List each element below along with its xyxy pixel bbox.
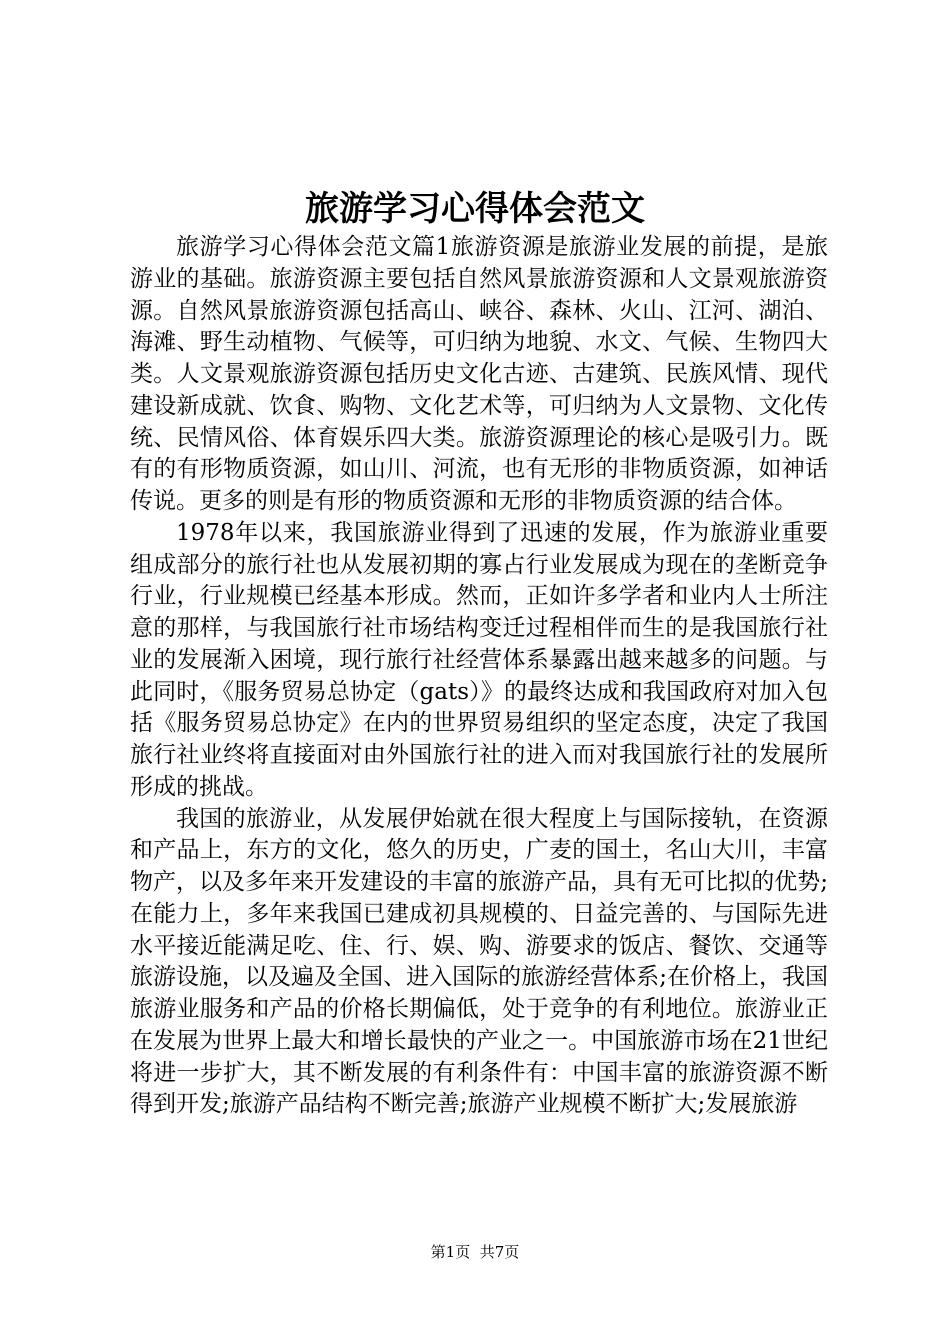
page-total: 共7页 bbox=[479, 1243, 520, 1261]
page-footer bbox=[0, 1242, 950, 1262]
paragraph-1: 旅游学习心得体会范文篇1旅游资源是旅游业发展的前提，是旅游业的基础。旅游资源主要包括自然风景旅游资源和人文景观旅游资源。自然风景旅游资源包括高山、峡谷、森林、火山、江河、湖泊、海滩、野生动植物、气候等，可归纳为地貌、水文、气候、生物四大类。人文景观旅游资源包括历史文化古迹、古建筑、民族风情、现代建设新成就、饮食、购物、文化艺术等，可归纳为人文景物、文化传统、民情风俗、体育娱乐四大类。旅游资源理论的核心是吸引力。既有的有形物质资源，如山川、河流，也有无形的非物质资源，如神话传说。更多的则是有形的物质资源和无形的非物质资源的结合体。 bbox=[130, 234, 828, 514]
document-body bbox=[130, 232, 828, 1121]
paragraph-3: 我国的旅游业，从发展伊始就在很大程度上与国际接轨，在资源和产品上，东方的文化，悠久的历史，广麦的国土，名山大川，丰富物产，以及多年来开发建设的丰富的旅游产品，具有无可比拟的优势;在能力上，多年来我国已建成初具规模的、日益完善的、与国际先进水平接近能满足吃、住、行、娱、购、游要求的饭店、餐饮、交通等旅游设施，以及遍及全国、进入国际的旅游经营体系;在价格上，我国旅游业服务和产品的价格长期偏低，处于竞争的有利地位。旅游业正在发展为世界上最大和增长最快的产业之一。中国旅游市场在21世纪将进一步扩大，其不断发展的有利条件有：中国丰富的旅游资源不断得到开发;旅游产品结构不断完善;旅游产业规模不断扩大;发展旅游 bbox=[130, 805, 828, 1118]
paragraph-2: 1978年以来，我国旅游业得到了迅速的发展，作为旅游业重要组成部分的旅行社也从发展初期的寡占行业发展成为现在的垄断竞争行业，行业规模已经基本形成。然而，正如许多学者和业内人士所注意的那样，与我国旅行社市场结构变迁过程相伴而生的是我国旅行社业的发展渐入困境，现行旅行社经营体系暴露出越来越多的问题。与此同时，《服务贸易总协定（gats）》的最终达成和我国政府对加入包括《服务贸易总协定》在内的世界贸易组织的坚定态度，决定了我国旅行社业终将直接面对由外国旅行社的进入而对我国旅行社的发展所形成的挑战。 bbox=[130, 519, 828, 800]
page-number: 第1页 bbox=[430, 1243, 471, 1261]
document-title: 旅游学习心得体会范文 bbox=[305, 189, 645, 229]
